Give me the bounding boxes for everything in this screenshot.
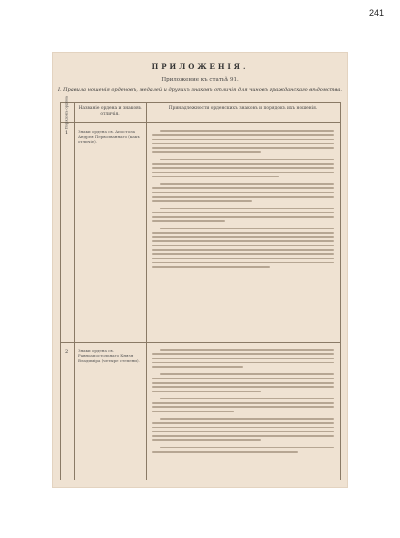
scanned-page [52,52,348,488]
column-header-name: Названіе ордена и знаковъ отличія. [78,106,142,117]
table-left-rule [60,102,61,480]
entry-number: 2 [65,349,69,355]
section-heading: I. Правила ношенія орденовъ, медалей и другихъ знаковъ отличія для чиновъ гражданскаго вѣдомства. [58,87,342,93]
entry-name: Знаки ордена св. Равноапостольнаго Князя Владиміра (четыре степени). [78,348,140,363]
column-divider-2 [146,102,147,480]
document-title: ПРИЛОЖЕНІЯ. [151,62,249,71]
table-header-rule [60,122,340,123]
table-top-rule [60,102,340,103]
column-divider-1 [74,102,75,480]
column-header-rules: Принадлежности орденскихъ знаковъ и порядокъ ихъ ношенія. [168,106,318,111]
document-subtitle: Приложение къ статьѣ 91. [161,77,239,83]
entry-rules-text [152,130,334,270]
entry-number: 1 [65,130,69,136]
row-divider [60,342,340,343]
entry-rules-text [152,349,334,455]
entry-name: Знаки ордена св. Апостола Андрея Первозваннаго (какъ отличіе). [78,129,140,144]
page-number: 241 [368,8,384,18]
column-header-order-no: Порядокъ ордена [64,96,69,130]
table-right-rule [340,102,341,480]
